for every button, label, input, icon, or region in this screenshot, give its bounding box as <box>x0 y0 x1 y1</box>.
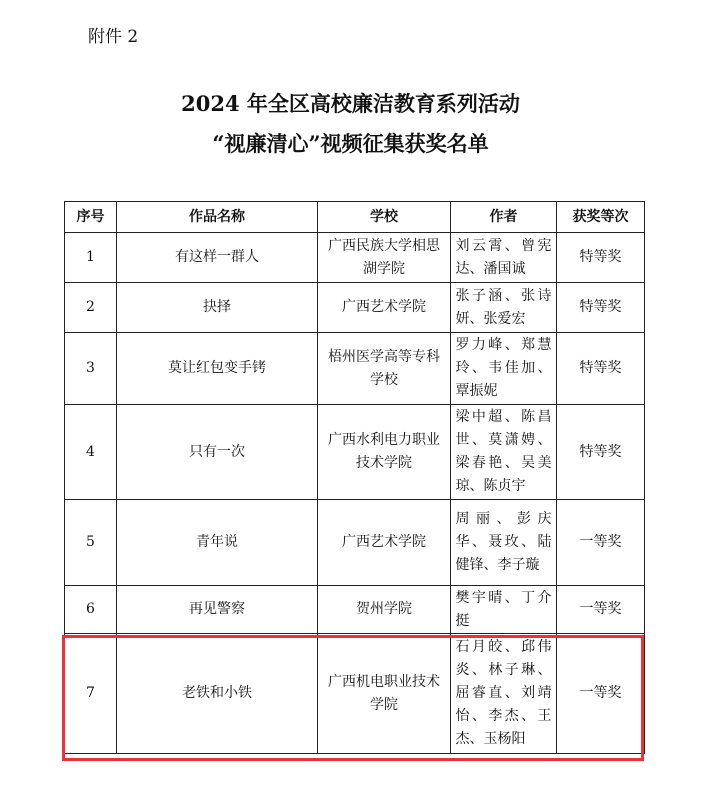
table-row <box>65 405 645 500</box>
cell-authors <box>451 333 557 405</box>
table-row <box>65 233 645 283</box>
table-row <box>65 634 645 754</box>
cell-award: 一等奖 <box>557 634 645 754</box>
authors-text: 刘云霄、曾宪达、潘国诚 <box>455 237 552 277</box>
cell-award: 一等奖 <box>557 586 645 634</box>
cell-school <box>318 634 451 754</box>
cell-authors <box>451 233 557 283</box>
cell-authors <box>451 500 557 586</box>
cell-work: 抉择 <box>117 283 318 333</box>
table-row <box>65 283 645 333</box>
school-text: 广西水利电力职业技术学院 <box>328 432 440 471</box>
cell-work: 有这样一群人 <box>117 233 318 283</box>
school-text: 贺州学院 <box>356 601 412 617</box>
cell-authors <box>451 586 557 634</box>
cell-award: 特等奖 <box>557 405 645 500</box>
cell-school <box>318 586 451 634</box>
cell-school <box>318 283 451 333</box>
cell-no: 6 <box>65 586 117 634</box>
cell-no: 2 <box>65 283 117 333</box>
cell-school <box>318 333 451 405</box>
cell-authors <box>451 634 557 754</box>
cell-award: 特等奖 <box>557 283 645 333</box>
cell-work: 莫让红包变手铐 <box>117 333 318 405</box>
cell-award: 一等奖 <box>557 500 645 586</box>
attachment-label: 附件 2 <box>88 27 139 47</box>
header-work: 作品名称 <box>117 202 318 233</box>
school-text: 梧州医学高等专科学校 <box>328 348 440 388</box>
cell-no: 3 <box>65 333 117 405</box>
cell-no: 1 <box>65 233 117 283</box>
header-school: 学校 <box>318 202 451 233</box>
authors-text: 梁中超、陈昌世、莫潇娉、梁春艳、吴美琼、陈贞宇 <box>455 409 552 494</box>
authors-text: 石月皎、邱伟炎、林子琳、屈睿直、刘靖怡、李杰、王杰、玉杨阳 <box>455 639 552 747</box>
authors-text: 罗力峰、郑慧玲、韦佳加、覃振妮 <box>455 337 552 399</box>
cell-authors <box>451 405 557 500</box>
cell-no: 4 <box>65 405 117 500</box>
award-table <box>64 201 645 754</box>
cell-authors <box>451 283 557 333</box>
cell-school <box>318 405 451 500</box>
cell-work: 只有一次 <box>117 405 318 500</box>
cell-award: 特等奖 <box>557 233 645 283</box>
cell-work: 青年说 <box>117 500 318 586</box>
school-text: 广西艺术学院 <box>342 534 426 550</box>
cell-award: 特等奖 <box>557 333 645 405</box>
table-row <box>65 500 645 586</box>
school-text: 广西民族大学相思湖学院 <box>328 237 440 277</box>
cell-no: 7 <box>65 634 117 754</box>
title-line-1: 2024 年全区高校廉洁教育系列活动 <box>181 91 520 116</box>
table-header-row <box>65 202 645 233</box>
table-row <box>65 333 645 405</box>
cell-no: 5 <box>65 500 117 586</box>
title-line-2: “视廉清心”视频征集获奖名单 <box>212 131 489 156</box>
table-row <box>65 586 645 634</box>
cell-school <box>318 233 451 283</box>
school-text: 广西艺术学院 <box>342 299 426 315</box>
cell-work: 老铁和小铁 <box>117 634 318 754</box>
cell-school <box>318 500 451 586</box>
header-award: 获奖等次 <box>557 202 645 233</box>
authors-text: 张子涵、张诗妍、张爱宏 <box>455 287 552 327</box>
authors-text: 樊宇晴、丁介挺 <box>455 589 552 629</box>
header-authors: 作者 <box>451 202 557 233</box>
header-no: 序号 <box>65 202 117 233</box>
school-text: 广西机电职业技术学院 <box>328 673 440 713</box>
authors-text: 周丽、彭庆华、聂玫、陆健锋、李子璇 <box>455 511 552 573</box>
cell-work: 再见警察 <box>117 586 318 634</box>
